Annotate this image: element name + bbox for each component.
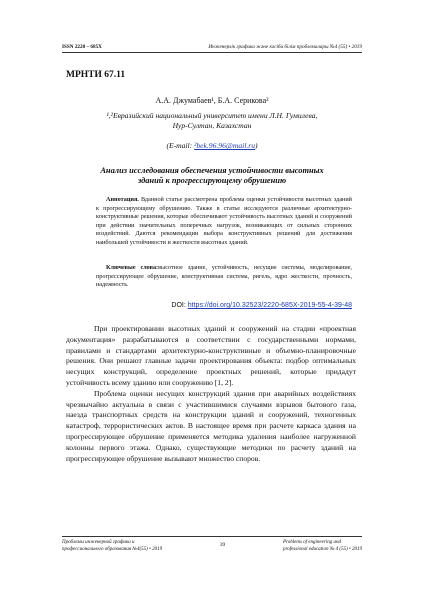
udc-code: МРНТИ 67.11 [66,70,126,80]
paragraph-2: Проблема оценки несущих конструкций здания при аварийных воздействиях чрезвычайно актуальна в связи с участившимися случаями взрывов бытового газа, наезда транспортных средств на конструкции зданий и сооружений, техногенных катастроф, террористических актов. В настоящее время при расчете каркаса здания на прогрессирующее обрушение применяется методика удаления наиболее нагруженной колонны первого этажа. Однако, существующие методики по расчету зданий на прогрессирующее обрушение вызывают множество споров. [66,388,356,463]
email-suffix: ) [255,141,258,150]
footer-left-line-1: Проблемы инженерной графики и [62,540,135,545]
footer-right-line-2: professional education № 4 (55) • 2019 [282,547,362,552]
email-line [0,141,424,150]
footer-rule [62,536,362,537]
footer-right [283,539,362,553]
footer-left [62,539,162,553]
affiliation-line-1: ¹,²Евразийский национальный университет имени Л.Н. Гумилева, [106,111,318,120]
keywords-label: Ключевые слова: [106,264,159,271]
doi-link[interactable]: https://doi.org/10.32523/2220-685X-2019-55-4-39-48 [187,302,352,309]
affiliation-line-2: Нур-Султан, Казахстан [172,121,252,130]
issn-label: ISSN 2220 – 685X [62,44,102,50]
running-head [62,44,362,50]
journal-title: Инженерлік графика және кәсіби білім проблемалары №4 (55) • 2019 [208,44,362,50]
authors: А.А. Джумабаев¹, Б.А. Серикова² [155,96,269,105]
email-link[interactable]: ²bek.96.96@mail.ru [194,141,256,150]
article-title: Анализ исследования обеспечения устойчивости высотных зданий к прогрессирующему обрушению [100,166,324,185]
keywords [96,264,352,290]
page-number: 39 [219,542,226,548]
header-rule [62,52,362,53]
keywords-text: высотное здание, устойчивость, несущие системы, моделирование, прогрессирующее обрушение, конструктивная система, ригель, ядро жесткости, прочность, надежность. [96,264,352,289]
abstract-label: Аннотация. [106,196,139,203]
paragraph-1: При проектировании высотных зданий и сооружений на стадии «проектная документация» разрабатываются в соответствии с государственными нормами, правилами и стандартами архитектурно-конструктивные и объемно-планировочные решения. Они решают главные задачи проектирования объекта: подбор оптимальных несущих конструкций, определение проектных решений, которые придадут устойчивость всему зданию или сооружению [1, 2]. [66,324,356,387]
footer-right-line-1: Problems of engineering and [282,540,341,545]
page-footer [62,539,362,553]
abstract-text: Вданной статье рассмотрена проблема оценки устойчивости высотных зданий к прогрессирующему обрушению. Также в статье исследуются различные архитектурно-конструктивные решения, которые обеспечивают устойчивость высотных зданий и сооружений при действии значительных поперечных нагрузок, возникающих от сильных сторонних воздействий. Даются рекомендации выбора конструктивных решений для достижения наибольшей устойчивости и жесткости высотных зданий. [96,196,352,246]
affiliation [0,111,424,131]
footer-left-line-2: профессионального образования №4(55) • 2019 [62,547,163,552]
doi-line [0,302,352,309]
abstract [96,196,352,248]
doi-prefix: DOI: [171,302,188,309]
body-text [66,324,356,464]
email-prefix: (E-mail: [166,141,195,150]
